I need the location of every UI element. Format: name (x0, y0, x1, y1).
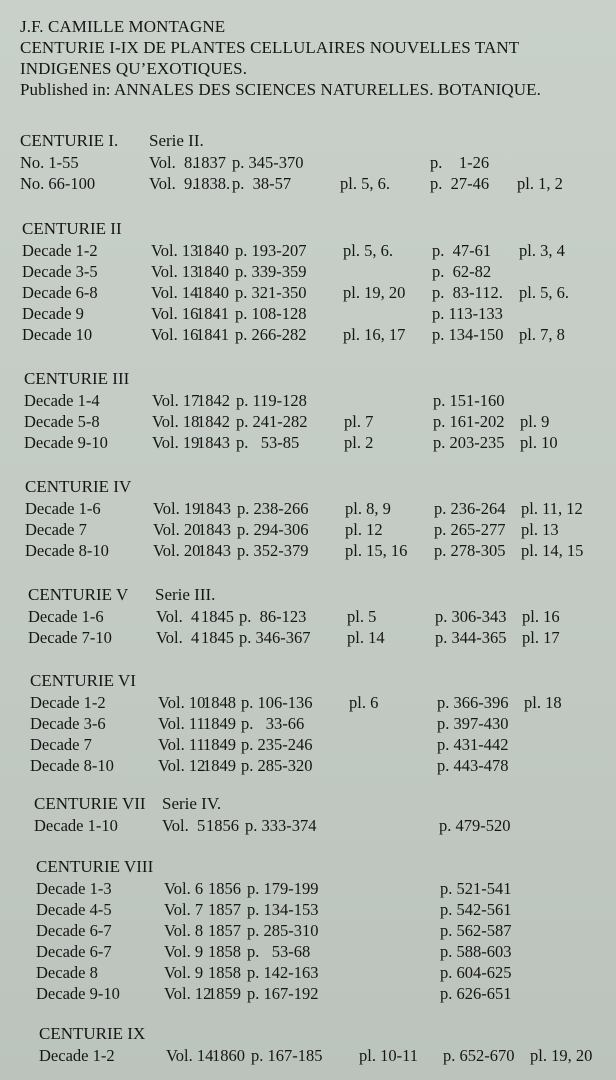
plates: pl. 2 (344, 433, 374, 452)
decade-label: Decade 4-5 (36, 900, 112, 919)
volume: Vol. 18 (152, 412, 200, 431)
volume: Vol. 12 (164, 984, 212, 1003)
section-heading (0, 1023, 616, 1045)
centurie-pages: p. 521-541 (440, 879, 512, 898)
centurie-pages: p. 344-365 (435, 628, 507, 647)
centurie-pages: p. 47-61 (432, 241, 492, 260)
table-row (0, 152, 616, 173)
centurie-section (0, 130, 616, 194)
centurie-plates: pl. 7, 8 (519, 325, 565, 344)
author-line: J.F. CAMILLE MONTAGNE (20, 17, 226, 36)
decade-label: Decade 6-7 (36, 921, 112, 940)
year: 1858 (208, 963, 241, 982)
decade-label: Decade 1-3 (36, 879, 112, 898)
table-row (0, 1045, 616, 1066)
centurie-pages: p. 652-670 (443, 1046, 515, 1065)
page-range: p. 238-266 (237, 499, 309, 518)
volume: Vol. 17 (152, 391, 200, 410)
decade-label: Decade 9-10 (24, 433, 108, 452)
document-header (20, 16, 610, 100)
volume: Vol. 12 (158, 756, 206, 775)
table-row (0, 692, 616, 713)
year: 1857 (208, 921, 241, 940)
centurie-title: CENTURIE IX (39, 1024, 146, 1043)
year: 1849 (203, 756, 236, 775)
plates: pl. 10-11 (359, 1046, 418, 1065)
centurie-plates: pl. 19, 20 (530, 1046, 593, 1065)
table-row (0, 390, 616, 411)
volume: Vol. 20 (153, 541, 201, 560)
decade-label: Decade 3-5 (22, 262, 98, 281)
decade-label: Decade 9-10 (36, 984, 120, 1003)
decade-label: Decade 7 (25, 520, 87, 539)
centurie-pages: p. 278-305 (434, 541, 506, 560)
page-range: p. 106-136 (241, 693, 313, 712)
page-range: p. 333-374 (245, 816, 317, 835)
page-range: p. 179-199 (247, 879, 319, 898)
plates: pl. 5 (347, 607, 377, 626)
year: 1840 (196, 262, 229, 281)
centurie-plates: pl. 9 (520, 412, 550, 431)
plates: pl. 16, 17 (343, 325, 406, 344)
decade-label: Decade 1-6 (28, 607, 104, 626)
serie-label: Serie IV. (162, 794, 222, 813)
centurie-pages: p. 236-264 (434, 499, 506, 518)
volume: Vol. 11 (158, 735, 205, 754)
table-row (0, 734, 616, 755)
volume: Vol. 9 (164, 963, 204, 982)
table-row (0, 983, 616, 1004)
year: 1841 (196, 325, 229, 344)
page-range: p. 339-359 (235, 262, 307, 281)
serie-label: Serie II. (149, 131, 204, 150)
decade-label: Decade 7-10 (28, 628, 112, 647)
centurie-title: CENTURIE IV (25, 477, 132, 496)
centurie-title: CENTURIE VI (30, 671, 136, 690)
centurie-plates: pl. 16 (522, 607, 560, 626)
serie-label: Serie III. (155, 585, 216, 604)
year: 1841 (196, 304, 229, 323)
plates: pl. 8, 9 (345, 499, 391, 518)
centurie-section (0, 476, 616, 561)
table-row (0, 173, 616, 194)
table-row (0, 755, 616, 776)
centurie-pages: p. 306-343 (435, 607, 507, 626)
table-row (0, 261, 616, 282)
page-range: p. 285-320 (241, 756, 313, 775)
centurie-pages: p. 83-112. (432, 283, 503, 302)
centurie-pages: p. 431-442 (437, 735, 509, 754)
table-row (0, 815, 616, 836)
table-row (0, 432, 616, 453)
year: 1856 (206, 816, 239, 835)
year: 1843 (198, 520, 231, 539)
title-line-2: INDIGENES QU’EXOTIQUES. (20, 59, 248, 78)
volume: Vol. 8 (164, 921, 204, 940)
volume: Vol. 14 (151, 283, 199, 302)
centurie-pages: p. 27-46 (430, 174, 490, 193)
section-heading (0, 670, 616, 692)
plates: pl. 12 (345, 520, 383, 539)
volume: Vol. 16 (151, 304, 199, 323)
decade-label: Decade 3-6 (30, 714, 106, 733)
page-range: p. 321-350 (235, 283, 307, 302)
centurie-plates: pl. 1, 2 (517, 174, 563, 193)
page-range: p. 241-282 (236, 412, 308, 431)
title-line-1: CENTURIE I-IX DE PLANTES CELLULAIRES NOUVELLES TANT (20, 38, 520, 57)
centurie-pages: p. 366-396 (437, 693, 509, 712)
centurie-pages: p. 151-160 (433, 391, 505, 410)
year: 1860 (212, 1046, 245, 1065)
centurie-section (0, 368, 616, 453)
centurie-plates: pl. 18 (524, 693, 562, 712)
page-range: p. 53-68 (247, 942, 311, 961)
centurie-section (0, 856, 616, 1004)
volume: Vol. 7 (164, 900, 204, 919)
centurie-plates: pl. 17 (522, 628, 560, 647)
year: 1845 (201, 607, 234, 626)
table-row (0, 627, 616, 648)
centurie-pages: p. 542-561 (440, 900, 512, 919)
page-range: p. 346-367 (239, 628, 311, 647)
plates: pl. 5, 6. (343, 241, 393, 260)
volume: Vol. 10 (158, 693, 206, 712)
year: 1837 (193, 153, 226, 172)
decade-label: Decade 1-4 (24, 391, 100, 410)
year: 1848 (203, 693, 236, 712)
section-heading (0, 584, 616, 606)
table-row (0, 540, 616, 561)
volume: Vol. 13 (151, 262, 199, 281)
centurie-section (0, 793, 616, 836)
page-range: p. 294-306 (237, 520, 309, 539)
year: 1843 (198, 499, 231, 518)
centurie-plates: pl. 3, 4 (519, 241, 565, 260)
table-row (0, 878, 616, 899)
centurie-pages: p. 443-478 (437, 756, 509, 775)
table-row (0, 713, 616, 734)
page-range: p. 142-163 (247, 963, 319, 982)
centurie-title: CENTURIE VIII (36, 857, 154, 876)
table-row (0, 962, 616, 983)
section-heading (0, 476, 616, 498)
page-range: p. 53-85 (236, 433, 300, 452)
page-range: p. 266-282 (235, 325, 307, 344)
table-row (0, 941, 616, 962)
decade-label: Decade 6-8 (22, 283, 98, 302)
year: 1840 (196, 283, 229, 302)
volume: Vol. 4 (156, 607, 200, 626)
volume: Vol. 9 (164, 942, 204, 961)
centurie-pages: p. 626-651 (440, 984, 512, 1003)
centurie-section (0, 218, 616, 345)
centurie-plates: pl. 13 (521, 520, 559, 539)
centurie-title: CENTURIE II (22, 219, 122, 238)
centurie-title: CENTURIE VII (34, 794, 146, 813)
decade-label: Decade 9 (22, 304, 84, 323)
year: 1857 (208, 900, 241, 919)
volume: Vol. 4 (156, 628, 200, 647)
page-range: p. 86-123 (239, 607, 307, 626)
year: 1845 (201, 628, 234, 647)
year: 1838. (193, 174, 231, 193)
table-row (0, 240, 616, 261)
decade-label: No. 66-100 (20, 174, 96, 193)
page-range: p. 167-192 (247, 984, 319, 1003)
plates: pl. 15, 16 (345, 541, 408, 560)
centurie-section (0, 1023, 616, 1066)
volume: Vol. 8. (149, 153, 197, 172)
year: 1840 (196, 241, 229, 260)
page-range: p. 285-310 (247, 921, 319, 940)
centurie-section (0, 584, 616, 648)
centurie-pages: p. 203-235 (433, 433, 505, 452)
page-range: p. 235-246 (241, 735, 313, 754)
plates: pl. 7 (344, 412, 374, 431)
centurie-pages: p. 1-26 (430, 153, 490, 172)
centurie-pages: p. 588-603 (440, 942, 512, 961)
centurie-title: CENTURIE I. (20, 131, 119, 150)
section-heading (0, 368, 616, 390)
centurie-plates: pl. 11, 12 (521, 499, 583, 518)
section-heading (0, 218, 616, 240)
centurie-section (0, 670, 616, 776)
volume: Vol. 19 (152, 433, 200, 452)
centurie-pages: p. 479-520 (439, 816, 511, 835)
decade-label: Decade 1-2 (39, 1046, 115, 1065)
decade-label: No. 1-55 (20, 153, 79, 172)
decade-label: Decade 1-10 (34, 816, 118, 835)
year: 1843 (197, 433, 230, 452)
table-row (0, 411, 616, 432)
centurie-plates: pl. 14, 15 (521, 541, 584, 560)
year: 1859 (208, 984, 241, 1003)
page-range: p. 134-153 (247, 900, 319, 919)
centurie-title: CENTURIE V (28, 585, 129, 604)
page-range: p. 119-128 (236, 391, 307, 410)
volume: Vol. 5 (162, 816, 206, 835)
table-row (0, 498, 616, 519)
volume: Vol. 14 (166, 1046, 214, 1065)
section-heading (0, 856, 616, 878)
page-range: p. 38-57 (232, 174, 292, 193)
section-heading (0, 793, 616, 815)
plates: pl. 14 (347, 628, 385, 647)
volume: Vol. 6 (164, 879, 204, 898)
plates: pl. 5, 6. (340, 174, 390, 193)
centurie-pages: p. 562-587 (440, 921, 512, 940)
publication-line: Published in: ANNALES DES SCIENCES NATURELLES. BOTANIQUE. (20, 80, 541, 99)
centurie-plates: pl. 5, 6. (519, 283, 569, 302)
volume: Vol. 11 (158, 714, 205, 733)
volume: Vol. 13 (151, 241, 199, 260)
centurie-plates: pl. 10 (520, 433, 558, 452)
page-range: p. 33-66 (241, 714, 305, 733)
decade-label: Decade 8-10 (30, 756, 114, 775)
centurie-pages: p. 397-430 (437, 714, 509, 733)
decade-label: Decade 8 (36, 963, 98, 982)
table-row (0, 899, 616, 920)
table-row (0, 606, 616, 627)
decade-label: Decade 10 (22, 325, 93, 344)
year: 1858 (208, 942, 241, 961)
year: 1842 (197, 391, 230, 410)
decade-label: Decade 5-8 (24, 412, 100, 431)
centurie-pages: p. 134-150 (432, 325, 504, 344)
decade-label: Decade 7 (30, 735, 92, 754)
year: 1843 (198, 541, 231, 560)
page-range: p. 193-207 (235, 241, 307, 260)
centurie-title: CENTURIE III (24, 369, 130, 388)
table-row (0, 920, 616, 941)
page-range: p. 108-128 (235, 304, 307, 323)
decade-label: Decade 1-6 (25, 499, 101, 518)
decade-label: Decade 1-2 (22, 241, 98, 260)
centurie-pages: p. 113-133 (432, 304, 503, 323)
section-heading (0, 130, 616, 152)
decade-label: Decade 8-10 (25, 541, 109, 560)
volume: Vol. 19 (153, 499, 201, 518)
volume: Vol. 9. (149, 174, 197, 193)
plates: pl. 19, 20 (343, 283, 406, 302)
centurie-pages: p. 62-82 (432, 262, 492, 281)
table-row (0, 282, 616, 303)
year: 1856 (208, 879, 241, 898)
volume: Vol. 20 (153, 520, 201, 539)
table-row (0, 324, 616, 345)
decade-label: Decade 6-7 (36, 942, 112, 961)
year: 1849 (203, 735, 236, 754)
decade-label: Decade 1-2 (30, 693, 106, 712)
centurie-pages: p. 161-202 (433, 412, 505, 431)
page-range: p. 167-185 (251, 1046, 323, 1065)
page-range: p. 352-379 (237, 541, 309, 560)
volume: Vol. 16 (151, 325, 199, 344)
table-row (0, 303, 616, 324)
centurie-pages: p. 604-625 (440, 963, 512, 982)
year: 1842 (197, 412, 230, 431)
centurie-pages: p. 265-277 (434, 520, 506, 539)
year: 1849 (203, 714, 236, 733)
table-row (0, 519, 616, 540)
page-range: p. 345-370 (232, 153, 304, 172)
plates: pl. 6 (349, 693, 379, 712)
